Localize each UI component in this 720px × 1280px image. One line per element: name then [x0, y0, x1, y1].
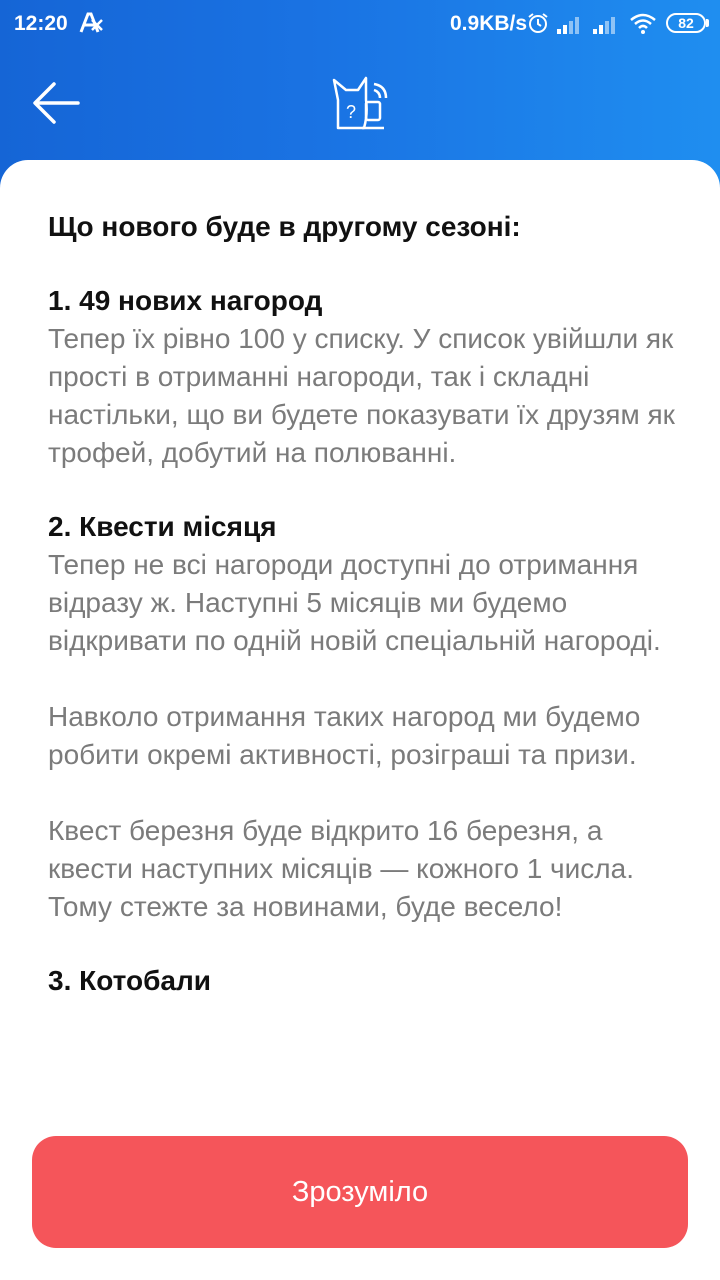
- section-paragraph: Квест березня буде відкрито 16 березня, а квести наступних місяців — кожного 1 числа. Тому стежте за новинами, буде весело!: [48, 815, 634, 922]
- app-notification-icon: [78, 10, 104, 42]
- confirm-button[interactable]: Зрозуміло: [32, 1136, 688, 1248]
- alarm-icon: [527, 12, 549, 40]
- section-title: 1. 49 нових нагород: [48, 285, 323, 316]
- back-button[interactable]: [28, 78, 84, 128]
- section-paragraph: Навколо отримання таких нагород ми будемо робити окремі активності, розіграші та призи.: [48, 701, 641, 770]
- page-title: Що нового буде в другому сезоні:: [48, 211, 521, 242]
- signal-icon: [556, 14, 584, 40]
- whats-new-content: [48, 208, 678, 1000]
- battery-icon: 82: [666, 13, 706, 33]
- cat-question-logo-icon: [328, 70, 392, 134]
- status-time: 12:20: [14, 12, 68, 35]
- section-title: 2. Квести місяця: [48, 511, 277, 542]
- signal-icon: [592, 14, 620, 40]
- status-bar: [0, 0, 720, 50]
- network-speed: 0.9KB/s: [450, 12, 528, 35]
- section-title: 3. Котобали: [48, 965, 211, 996]
- wifi-icon: [630, 13, 656, 41]
- svg-text:?: ?: [346, 102, 357, 122]
- section-paragraph: Тепер не всі нагороди доступні до отримання відразу ж. Наступні 5 місяців ми будемо відкривати по одній новій спеціальній нагороді.: [48, 549, 661, 656]
- section-paragraph: Тепер їх рівно 100 у списку. У список увійшли як прості в отриманні нагороди, так і складні настільки, що ви будете показувати їх друзям як трофей, добутий на полюванні.: [48, 323, 675, 468]
- arrow-left-icon: [28, 78, 84, 128]
